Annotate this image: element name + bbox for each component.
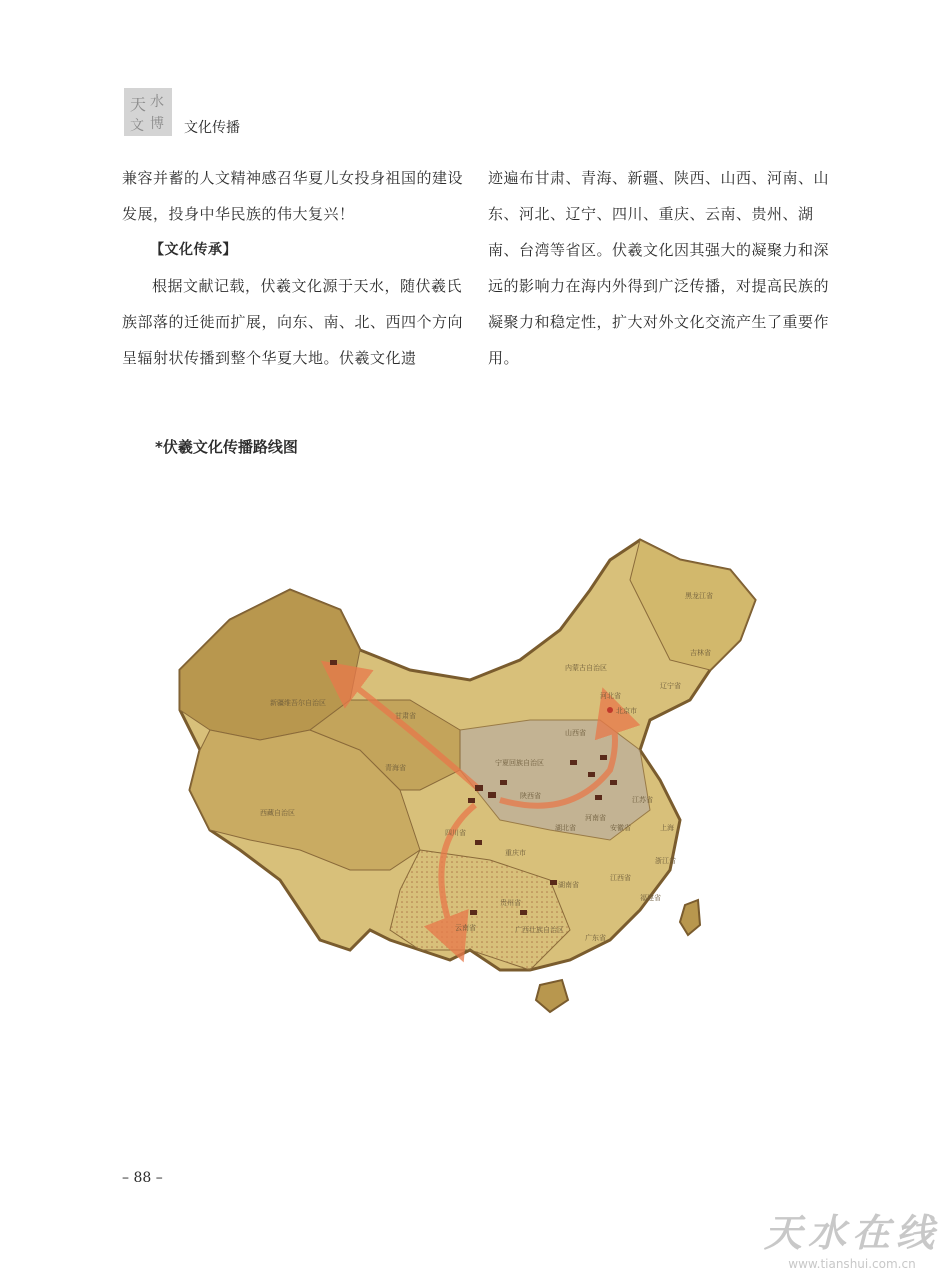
label-sichuan: 四川省 — [445, 829, 466, 837]
label-xinjiang: 新疆维吾尔自治区 — [270, 699, 326, 707]
label-gansu: 甘肃省 — [395, 712, 416, 720]
label-henan: 河南省 — [585, 814, 606, 822]
paragraph-continuation: 兼容并蓄的人文精神感召华夏儿女投身祖国的建设发展，投身中华民族的伟大复兴！ — [122, 169, 464, 223]
figure-caption: *伏羲文化传播路线图 — [155, 438, 298, 456]
label-guangdong: 广东省 — [585, 934, 606, 942]
label-jiangxi: 江西省 — [610, 874, 631, 882]
label-chongqing: 重庆市 — [505, 849, 526, 857]
watermark — [764, 1202, 940, 1271]
label-qinghai: 青海省 — [385, 764, 406, 772]
hainan-island — [536, 980, 568, 1012]
label-guizhou: 贵州省 — [500, 899, 521, 907]
svg-text:天: 天 — [130, 95, 147, 114]
label-jiangsu: 江苏省 — [632, 796, 653, 804]
label-yunnan: 云南省 — [455, 924, 476, 932]
svg-text:文: 文 — [130, 118, 144, 134]
page-number: – 88 – — [122, 1170, 163, 1186]
logo-seal-icon — [124, 88, 172, 136]
label-heilongjiang: 黑龙江省 — [685, 592, 713, 600]
watermark-url: www.tianshui.com.cn — [788, 1257, 916, 1271]
svg-text:博: 博 — [150, 116, 164, 132]
label-shanxi: 山西省 — [565, 729, 586, 737]
label-hubei: 湖北省 — [555, 824, 576, 832]
label-guangxi: 广西壮族自治区 — [515, 926, 564, 934]
label-anhui: 安徽省 — [610, 824, 631, 832]
paragraph-heritage-continued: 迹遍布甘肃、青海、新疆、陕西、山西、河南、山东、河北、辽宁、四川、重庆、云南、贵州、湖南、台湾等省区。伏羲文化因其强大的凝聚力和深远的影响力在海内外得到广泛传播，对提高民族的凝聚力和稳定性，扩大对外文化交流产生了重要作用。 — [488, 169, 830, 367]
right-column — [488, 160, 833, 376]
taiwan-island — [680, 900, 700, 935]
left-column — [122, 160, 467, 376]
label-beijing: 北京市 — [616, 707, 637, 715]
label-xizang: 西藏自治区 — [260, 809, 295, 817]
svg-text:水: 水 — [150, 94, 164, 110]
fuxi-culture-spread-map — [170, 530, 770, 1030]
label-hunan: 湖南省 — [558, 881, 579, 889]
section-title: 文化传播 — [184, 120, 240, 136]
beijing-marker — [607, 707, 613, 713]
label-jilin: 吉林省 — [690, 649, 711, 657]
subheading-cultural-heritage: 【文化传承】 — [150, 242, 237, 258]
watermark-logo: 天水在线 — [763, 1211, 940, 1255]
tianshui-wenbo-logo — [124, 88, 172, 136]
label-hebei: 河北省 — [600, 692, 621, 700]
label-shaanxi: 陕西省 — [520, 792, 541, 800]
paragraph-heritage: 根据文献记载，伏羲文化源于天水，随伏羲氏族部落的迁徙而扩展，向东、南、北、西四个方向呈辐射状传播到整个华夏大地。伏羲文化遗 — [122, 277, 464, 367]
label-shanghai: 上海 — [660, 824, 674, 832]
label-neimenggu: 内蒙古自治区 — [565, 664, 607, 672]
label-ningxia: 宁夏回族自治区 — [495, 759, 544, 767]
china-map-illustration — [170, 530, 770, 1030]
label-liaoning: 辽宁省 — [660, 682, 681, 690]
label-fujian: 福建省 — [640, 894, 661, 902]
label-zhejiang: 浙江省 — [655, 857, 676, 865]
